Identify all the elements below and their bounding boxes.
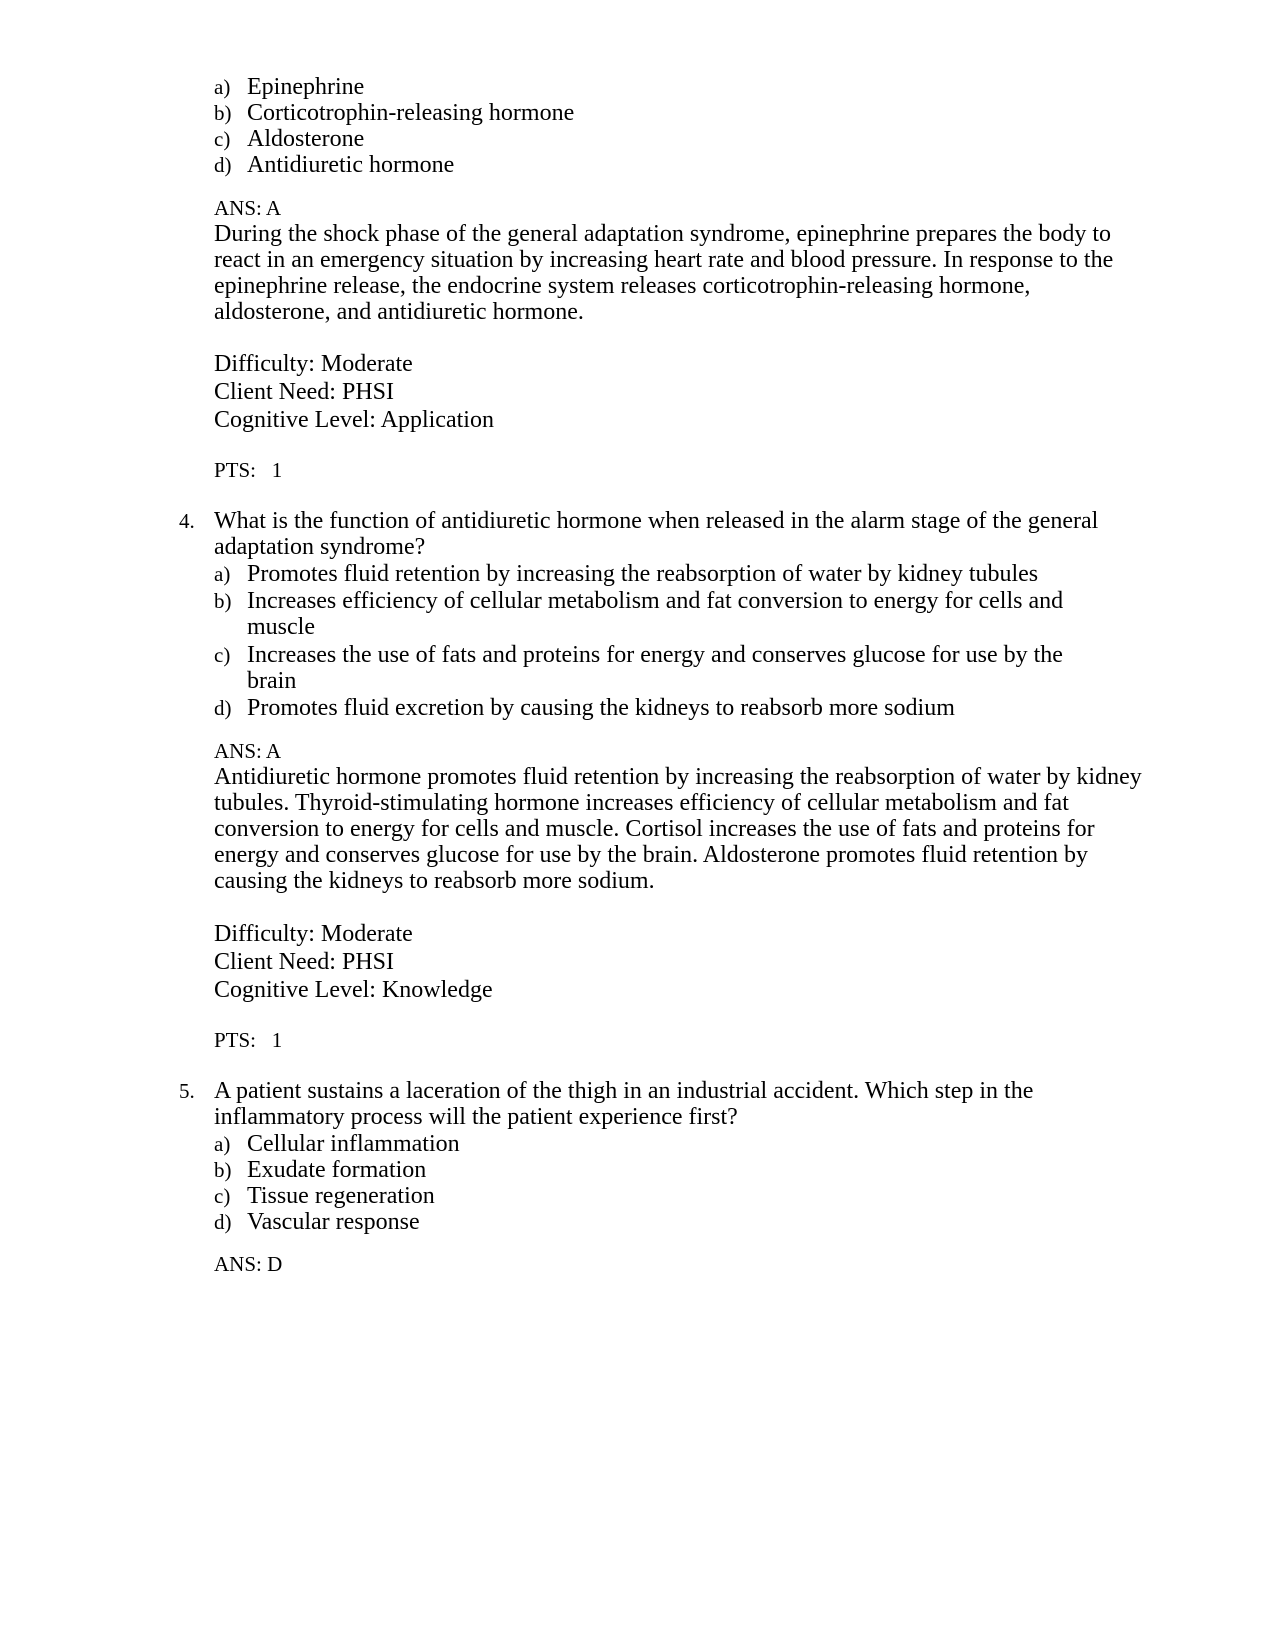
option-a — [214, 1131, 1064, 1157]
option-text: Promotes fluid excretion by causing the kidneys to reabsorb more sodium — [247, 695, 955, 721]
difficulty: Difficulty: Moderate — [214, 351, 413, 377]
question-4-options — [214, 561, 1064, 721]
option-letter: d) — [214, 696, 232, 720]
question-5-options — [214, 1131, 1064, 1235]
option-letter: b) — [214, 101, 232, 125]
option-text: Tissue regeneration — [247, 1183, 435, 1209]
answer-key: ANS: D — [214, 1252, 283, 1276]
option-text: Cellular inflammation — [247, 1131, 460, 1157]
option-text: Exudate formation — [247, 1157, 427, 1183]
option-c — [214, 126, 1114, 152]
option-d — [214, 695, 1064, 721]
answer-key: ANS: A — [214, 196, 282, 220]
option-text: Antidiuretic hormone — [247, 152, 455, 178]
option-d — [214, 152, 1114, 178]
question-5 — [179, 1078, 1094, 1130]
option-letter: c) — [214, 643, 231, 667]
question-stem: A patient sustains a laceration of the thigh in an industrial accident. Which step in the inflammatory process will the patient experience first? — [214, 1078, 1034, 1130]
option-letter: d) — [214, 153, 232, 177]
question-4 — [179, 508, 1134, 560]
question-number: 4. — [179, 509, 195, 533]
option-b — [214, 588, 1064, 640]
cognitive-level: Cognitive Level: Application — [214, 407, 494, 433]
option-text: Aldosterone — [247, 126, 365, 152]
option-text: Increases the use of fats and proteins for energy and conserves glucose for use by the brain — [247, 642, 1063, 694]
points: PTS: 1 — [214, 458, 283, 482]
option-letter: b) — [214, 1158, 232, 1182]
client-need: Client Need: PHSI — [214, 949, 394, 975]
option-text: Promotes fluid retention by increasing the reabsorption of water by kidney tubules — [247, 561, 1039, 587]
rationale: Antidiuretic hormone promotes fluid retention by increasing the reabsorption of water by kidney tubules. Thyroid-stimulating hormone increases efficiency of cellular metabolism and fat conversion to energy for cells and muscle. Cortisol increases the use of fats and proteins for energy and conserves glucose for use by the brain. Aldosterone promotes fluid retention by causing the kidneys to reabsorb more sodium. — [214, 764, 1142, 894]
answer-key: ANS: A — [214, 739, 282, 763]
option-letter: a) — [214, 75, 231, 99]
option-text: Corticotrophin-releasing hormone — [247, 100, 575, 126]
points: PTS: 1 — [214, 1028, 283, 1052]
option-letter: b) — [214, 589, 232, 613]
option-b — [214, 1157, 1064, 1183]
option-letter: c) — [214, 127, 231, 151]
question-stem: What is the function of antidiuretic hormone when released in the alarm stage of the general adaptation syndrome? — [214, 508, 1099, 560]
client-need: Client Need: PHSI — [214, 379, 394, 405]
prev-question-options — [214, 74, 1114, 178]
option-letter: a) — [214, 562, 231, 586]
option-text: Epinephrine — [247, 74, 365, 100]
question-meta — [214, 920, 1214, 1004]
cognitive-level: Cognitive Level: Knowledge — [214, 977, 493, 1003]
option-d — [214, 1209, 1064, 1235]
option-text: Vascular response — [247, 1209, 420, 1235]
option-text: Increases efficiency of cellular metabolism and fat conversion to energy for cells and muscle — [247, 588, 1064, 640]
option-c — [214, 1183, 1064, 1209]
option-letter: c) — [214, 1184, 231, 1208]
question-meta — [214, 350, 1214, 434]
option-c — [214, 642, 1064, 694]
rationale: During the shock phase of the general adaptation syndrome, epinephrine prepares the body to react in an emergency situation by increasing heart rate and blood pressure. In response to the epinephrine release, the endocrine system releases corticotrophin-releasing hormone, aldosterone, and antidiuretic hormone. — [214, 221, 1114, 325]
option-a — [214, 74, 1114, 100]
option-a — [214, 561, 1064, 587]
question-number: 5. — [179, 1079, 195, 1103]
option-letter: d) — [214, 1210, 232, 1234]
option-b — [214, 100, 1114, 126]
difficulty: Difficulty: Moderate — [214, 921, 413, 947]
option-letter: a) — [214, 1132, 231, 1156]
